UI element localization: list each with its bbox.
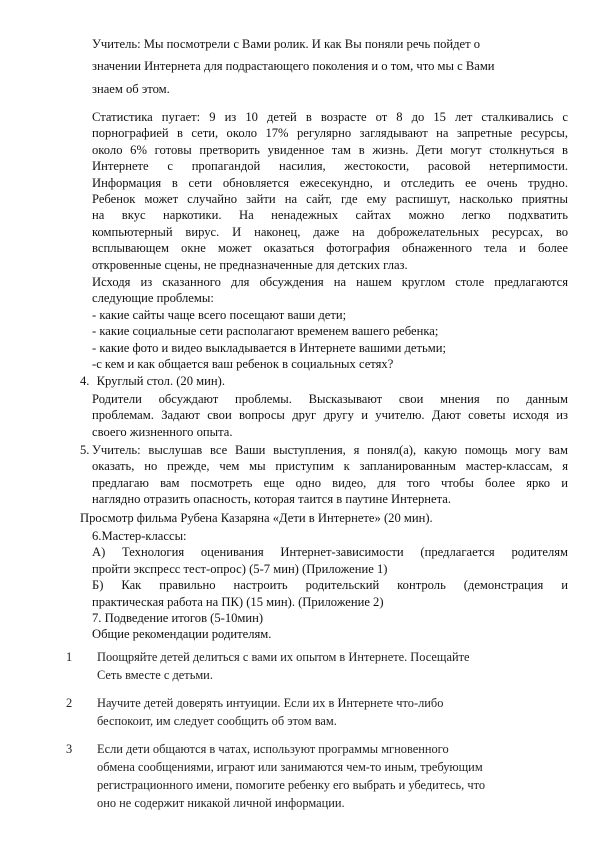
recommendation-item [66, 648, 566, 692]
recommendation-number: 1 [66, 650, 73, 664]
statistics-line: Интернете с пропагандой насилия, жестокости, расовой нетерпимости. [92, 159, 568, 174]
recommendation-line: Сеть вместе с детьми. [97, 668, 213, 682]
statistics-line: порнографией в сети, около 17% регулярно заглядывают на запретные ресурсы, [92, 126, 568, 141]
item-5-number: 5. [80, 443, 90, 457]
item-4-heading [80, 373, 560, 389]
item-5-line: предлагаю вам посмотреть еще одно видео, для того чтобы более ярко и [92, 475, 568, 490]
problems-section [92, 274, 568, 372]
problem-item: -с кем и как общается ваш ребенок в социальных сетях? [92, 357, 394, 372]
intro-line: Учитель: Мы посмотрели с Вами ролик. И как Вы поняли речь пойдет о [92, 37, 481, 51]
recommendation-line: обмена сообщениями, играют или занимаются чем-то иным, требующим [97, 760, 483, 774]
item-4-number: 4. [80, 374, 90, 388]
recommendation-number: 3 [66, 742, 73, 756]
recommendation-line: Поощряйте детей делиться с вами их опытом в Интернете. Посещайте [97, 650, 470, 664]
statistics-line: всплывающем окне может оказаться фотография обнаженного тела и более [92, 241, 568, 256]
statistics-line: Ребенок может случайно зайти на сайт, где ему распишут, насколько приятны [92, 192, 568, 207]
recommendation-line: Если дети общаются в чатах, используют программы мгновенного [97, 742, 449, 756]
recommendation-line: Научите детей доверять интуиции. Если их в Интернете что-либо [97, 696, 444, 710]
film-text: Просмотр фильма Рубена Казаряна «Дети в Интернете» (20 мин). [80, 511, 433, 525]
statistics-line: около 6% готовы претворить увиденное там в жизнь. Дети могут столкнуться в [92, 142, 568, 157]
recommendation-line: беспокоит, им следует сообщить об этом вам. [97, 714, 337, 728]
recommendation-line: оно не содержит никакой личной информации. [97, 796, 345, 810]
intro-line: знаем об этом. [92, 81, 170, 96]
item-4-line: Родители обсуждают проблемы. Высказывают свои мнения по данным [92, 392, 568, 406]
item-6-b-line: Б) Как правильно настроить родительский контроль (демонстрация и [92, 578, 568, 593]
item-5-section [80, 442, 568, 508]
problems-intro-line: Исходя из сказанного для обсуждения на нашем круглом столе предлагаются [92, 275, 568, 289]
statistics-paragraph [92, 109, 568, 273]
statistics-line: Информация в сети обновляется ежесекундно, и отследить ее очень трудно. [92, 175, 568, 190]
problem-item: - какие сайты чаще всего посещают ваши дети; [92, 307, 347, 322]
recommendations-list [66, 648, 566, 812]
intro-line: значении Интернета для подрастающего поколения и о том, что мы с Вами [92, 59, 495, 74]
problem-item: - какие социальные сети располагают временем вашего ребенка; [92, 324, 439, 339]
recommendation-item [66, 694, 566, 738]
statistics-line: компьютерный вирус. И наконец, даже на доброжелательных ресурсах, во [92, 224, 568, 239]
statistics-line: Статистика пугает: 9 из 10 детей в возрасте от 8 до 15 лет сталкивались с [92, 110, 568, 124]
item-7-line: 7. Подведение итогов (5-10мин) [92, 611, 264, 626]
problem-item: - какие фото и видео выкладывается в Интернете вашими детьми; [92, 340, 446, 355]
recommendation-item [66, 740, 566, 812]
item-4-title: Круглый стол. (20 мин). [96, 374, 225, 388]
statistics-line: на вкус наркотики. На ненадежных сайтах можно легко подхватить [92, 208, 568, 223]
item-5-line: наглядно отразить опасность, которая таится в паутине Интернета. [92, 492, 452, 507]
item-5-line: оказать, но прежде, чем мы приступим к запланированным мастер-классам, я [92, 459, 568, 474]
item-5-line: Учитель: выслушав все Ваши выступления, я понял(а), какую помощь могу вам [92, 443, 568, 457]
item-6-title: 6.Мастер-классы: [92, 529, 187, 543]
recommendation-number: 2 [66, 696, 73, 710]
recommendation-line: регистрационного имени, помогите ребенку его выбрать и убедитесь, что [97, 778, 486, 792]
item-6-b-line: практическая работа на ПК) (15 мин). (Приложение 2) [92, 594, 384, 609]
item-4-body [92, 391, 568, 440]
item-4-line: проблемам. Задают свои вопросы друг другу и учителю. Дают советы исходя из [92, 408, 568, 423]
statistics-line: откровенные сцены, не предназначенные для детских глаз. [92, 257, 408, 272]
item-6-a-line: А) Технология оценивания Интернет-зависимости (предлагается родителям [92, 545, 568, 560]
general-recommendations-heading: Общие рекомендации родителям. [92, 627, 272, 642]
problems-intro-line: следующие проблемы: [92, 291, 214, 306]
item-6-a-line: пройти экспресс тест-опрос) (5-7 мин) (Приложение 1) [92, 561, 388, 576]
item-4-line: своего жизненного опыта. [92, 424, 233, 439]
item-6-section [92, 528, 568, 643]
film-line [80, 510, 560, 526]
intro-paragraph [92, 36, 532, 97]
